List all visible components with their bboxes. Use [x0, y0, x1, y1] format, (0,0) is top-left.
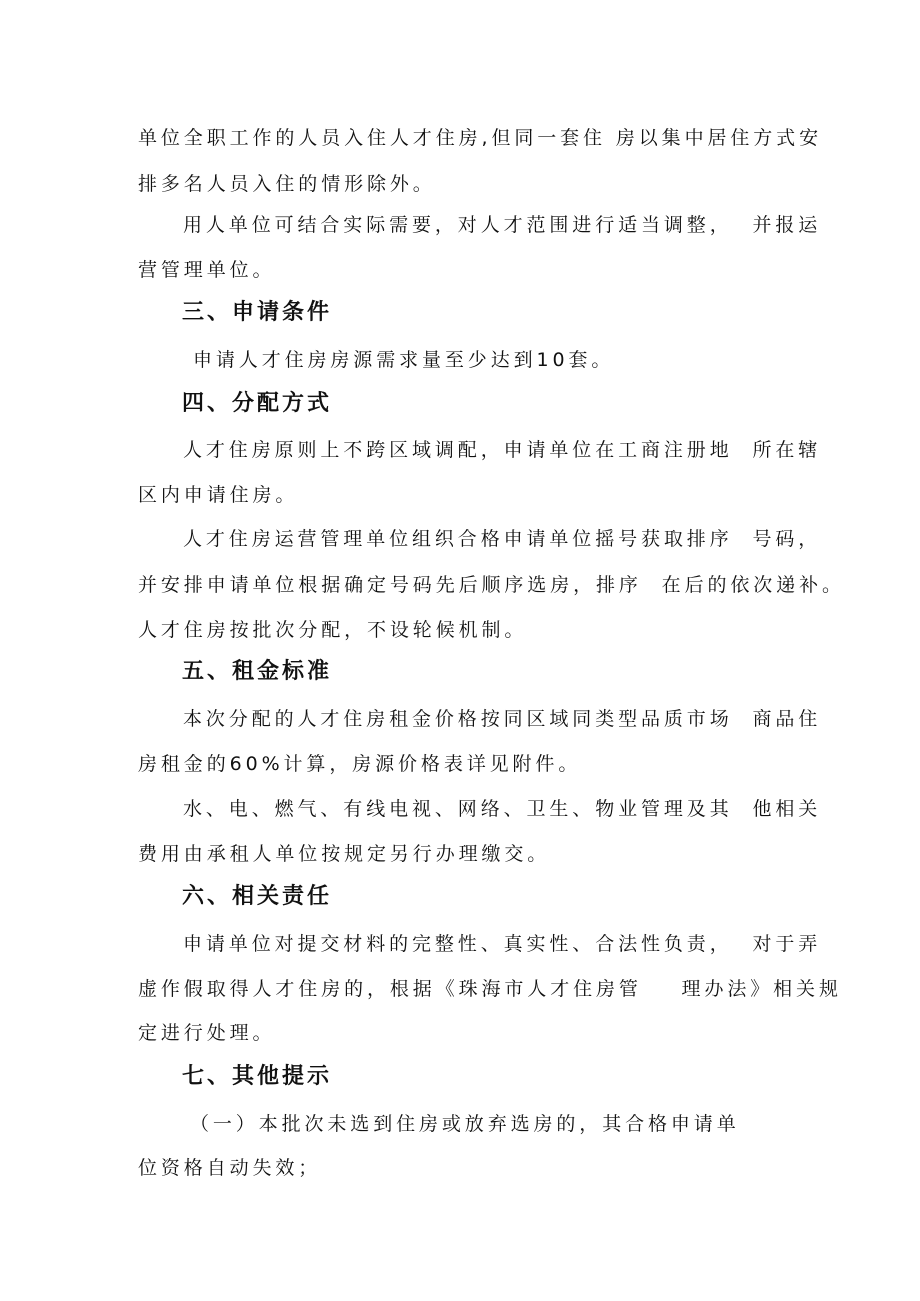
section-5-heading: 五、租金标准: [182, 659, 333, 684]
adjust-line-2: 营管理单位。: [138, 259, 276, 281]
section-5-p1-line-2: 房租金的60%计算，房源价格表详见附件。: [138, 753, 582, 775]
section-4-p2-line-1: 人才住房运营管理单位组织合格申请单位摇号获取排序 号码，: [183, 528, 822, 550]
section-6-p1-line-3: 定进行处理。: [138, 1022, 276, 1044]
adjust-line-1: 用人单位可结合实际需要，对人才范围进行适当调整， 并报运: [183, 214, 822, 236]
section-4-p2-line-3: 人才住房按批次分配，不设轮候机制。: [138, 619, 528, 641]
section-6-p1-line-1: 申请单位对提交材料的完整性、真实性、合法性负责， 对于弄: [183, 933, 822, 955]
section-4-heading: 四、分配方式: [182, 391, 333, 416]
section-4-p1-line-1: 人才住房原则上不跨区域调配，申请单位在工商注册地 所在辖: [183, 439, 822, 461]
section-6-p1-line-2: 虚作假取得人才住房的，根据《珠海市人才住房管 理办法》相关规: [138, 978, 842, 1000]
intro-line-1: 单位全职工作的人员入住人才住房,但同一套住 房以集中居住方式安: [138, 127, 822, 149]
section-7-p1-line-1: （一）本批次未选到住房或放弃选房的，其合格申请单: [190, 1113, 740, 1135]
section-4-p2-line-2: 并安排申请单位根据确定号码先后顺序选房，排序 在后的依次递补。: [138, 574, 845, 596]
section-6-heading: 六、相关责任: [182, 884, 333, 909]
section-5-p2-line-2: 费用由承租人单位按规定另行办理缴交。: [138, 843, 551, 865]
section-5-p2-line-1: 水、电、燃气、有线电视、网络、卫生、物业管理及其 他相关: [183, 798, 822, 820]
section-4-p1-line-2: 区内申请住房。: [138, 484, 299, 506]
section-3-heading: 三、申请条件: [182, 300, 333, 325]
section-3-line-1: 申请人才住房房源需求量至少达到10套。: [193, 349, 615, 371]
intro-line-2: 排多名人员入住的情形除外。: [138, 173, 436, 195]
section-7-heading: 七、其他提示: [182, 1064, 333, 1089]
section-7-p1-line-2: 位资格自动失效；: [138, 1157, 322, 1179]
section-5-p1-line-1: 本次分配的人才住房租金价格按同区域同类型品质市场 商品住: [183, 708, 822, 730]
